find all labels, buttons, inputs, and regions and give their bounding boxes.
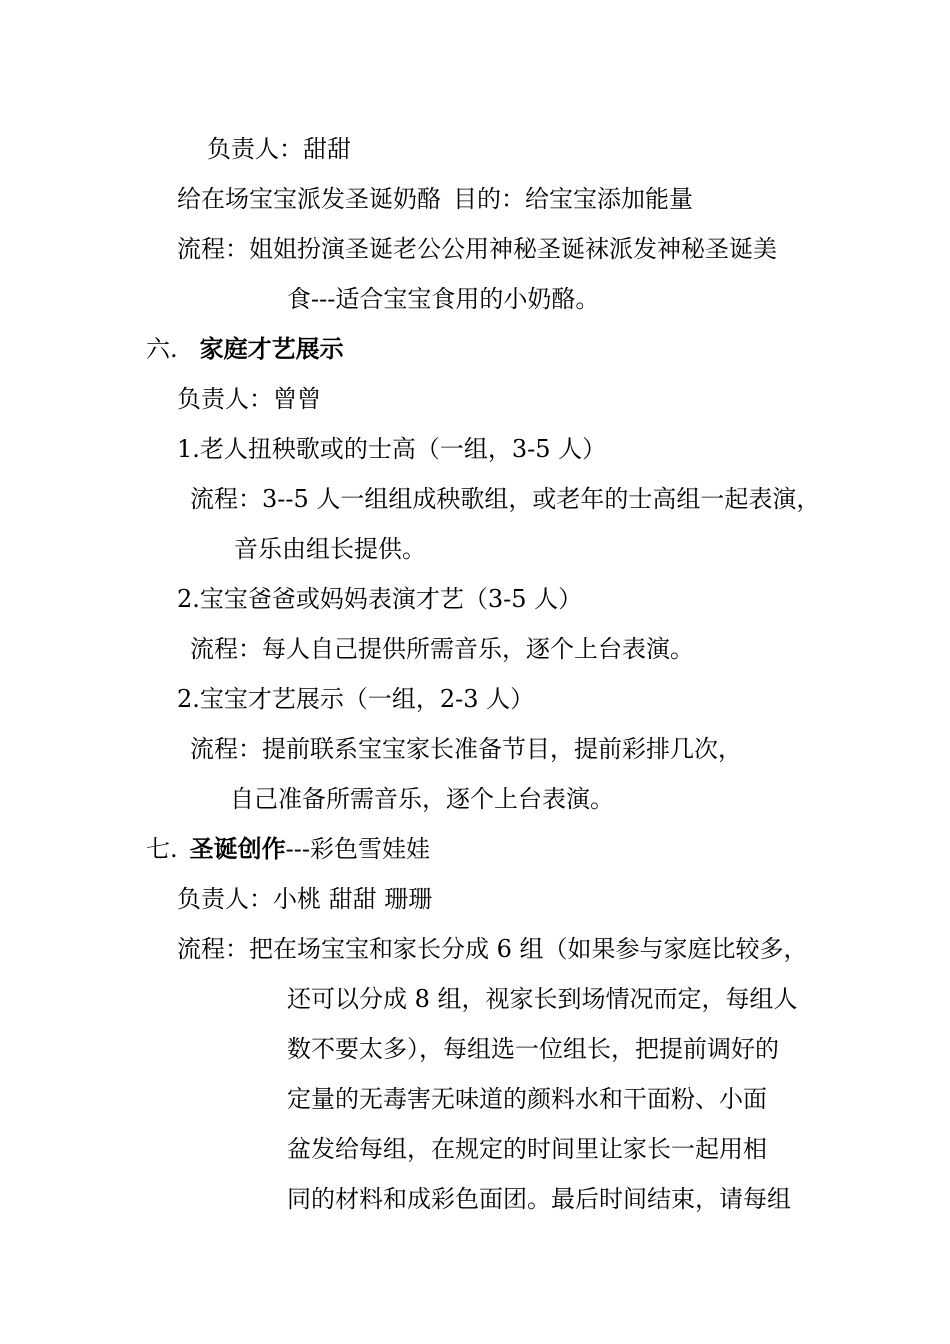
item-1-title: 1.老人扭秧歌或的士高（一组，3-5 人） (177, 435, 607, 463)
section-7-process-cont-2: 数不要太多），每组选一位组长，把提前调好的 (287, 1035, 779, 1063)
item-3-process: 流程：提前联系宝宝家长准备节目，提前彩排几次， (190, 735, 742, 763)
section-7-title: 圣诞创作 (189, 834, 286, 863)
activity-line (177, 184, 693, 214)
process-line-1: 流程：姐姐扮演圣诞老公公用神秘圣诞袜派发神秘圣诞美 (177, 235, 777, 263)
section-7-heading (146, 834, 430, 864)
item-2-title: 2.宝宝爸爸或妈妈表演才艺（3-5 人） (177, 585, 583, 613)
item-3-process-cont: 自己准备所需音乐，逐个上台表演。 (230, 785, 614, 813)
section-7-subtitle: ---彩色雪娃娃 (285, 835, 430, 863)
activity-text: 给在场宝宝派发圣诞奶酪 (177, 185, 441, 213)
owner-line-2: 负责人：曾曾 (177, 385, 321, 413)
owner-line-3: 负责人：小桃 甜甜 珊珊 (177, 885, 433, 913)
section-7-process-cont-1: 还可以分成 8 组，视家长到场情况而定，每组人 (287, 985, 798, 1013)
owner-line-1: 负责人：甜甜 (207, 135, 351, 163)
process-line-1-cont: 食---适合宝宝食用的小奶酪。 (287, 285, 600, 313)
purpose-text: 目的：给宝宝添加能量 (453, 185, 693, 213)
section-7-process-cont-5: 同的材料和成彩色面团。最后时间结束，请每组 (287, 1185, 791, 1213)
section-6-number: 六. (146, 335, 178, 363)
section-7-number: 七. (146, 835, 178, 863)
section-7-process: 流程：把在场宝宝和家长分成 6 组（如果参与家庭比较多， (177, 935, 808, 963)
section-7-process-cont-3: 定量的无毒害无味道的颜料水和干面粉、小面 (287, 1085, 767, 1113)
item-2-process: 流程：每人自己提供所需音乐，逐个上台表演。 (190, 635, 694, 663)
item-3-title: 2.宝宝才艺展示（一组，2-3 人） (177, 685, 535, 713)
section-7-process-cont-4: 盆发给每组，在规定的时间里让家长一起用相 (287, 1135, 767, 1163)
section-6-title: 家庭才艺展示 (199, 334, 344, 363)
item-1-process: 流程：3--5 人一组组成秧歌组，或老年的士高组一起表演， (190, 485, 821, 513)
section-6-heading (146, 334, 344, 364)
item-1-process-cont: 音乐由组长提供。 (234, 535, 426, 563)
